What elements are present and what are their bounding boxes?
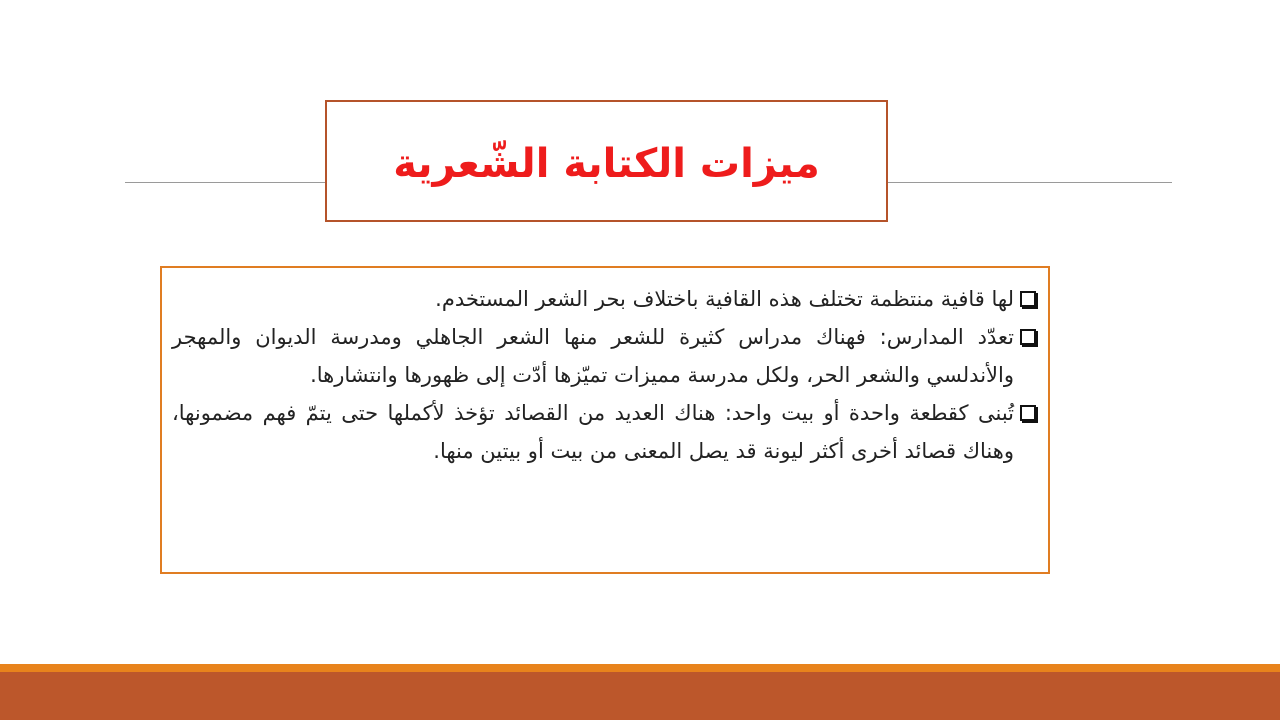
title-box xyxy=(325,100,888,222)
checkbox-square-icon xyxy=(1020,291,1036,307)
bullet-item-structure xyxy=(172,394,1038,470)
footer-band xyxy=(0,672,1280,720)
footer-stripe xyxy=(0,664,1280,672)
title-divider-right xyxy=(887,182,1172,183)
bullet-text: تُبنى كقطعة واحدة أو بيت واحد: هناك العديد من القصائد تؤخذ لأكملها حتى يتمّ فهم مضمونها، وهناك قصائد أخرى أكثر ليونة قد يصل المعنى من بيت أو بيتين منها. xyxy=(172,401,1014,463)
title-divider-left xyxy=(125,182,326,183)
checkbox-square-icon xyxy=(1020,405,1036,421)
slide-title: ميزات الكتابة الشّعرية xyxy=(393,141,820,187)
bullet-list xyxy=(172,280,1038,470)
bullet-item-schools xyxy=(172,318,1038,394)
bullet-text: تعدّد المدارس: فهناك مدراس كثيرة للشعر منها الشعر الجاهلي ومدرسة الديوان والمهجر والأندلسي والشعر الحر، ولكل مدرسة مميزات تميّزها أدّت إلى ظهورها وانتشارها. xyxy=(172,325,1014,387)
bullet-item-rhyme xyxy=(172,280,1038,318)
bullet-text: لها قافية منتظمة تختلف هذه القافية باختلاف بحر الشعر المستخدم. xyxy=(435,287,1014,311)
content-box xyxy=(160,266,1050,574)
checkbox-square-icon xyxy=(1020,329,1036,345)
